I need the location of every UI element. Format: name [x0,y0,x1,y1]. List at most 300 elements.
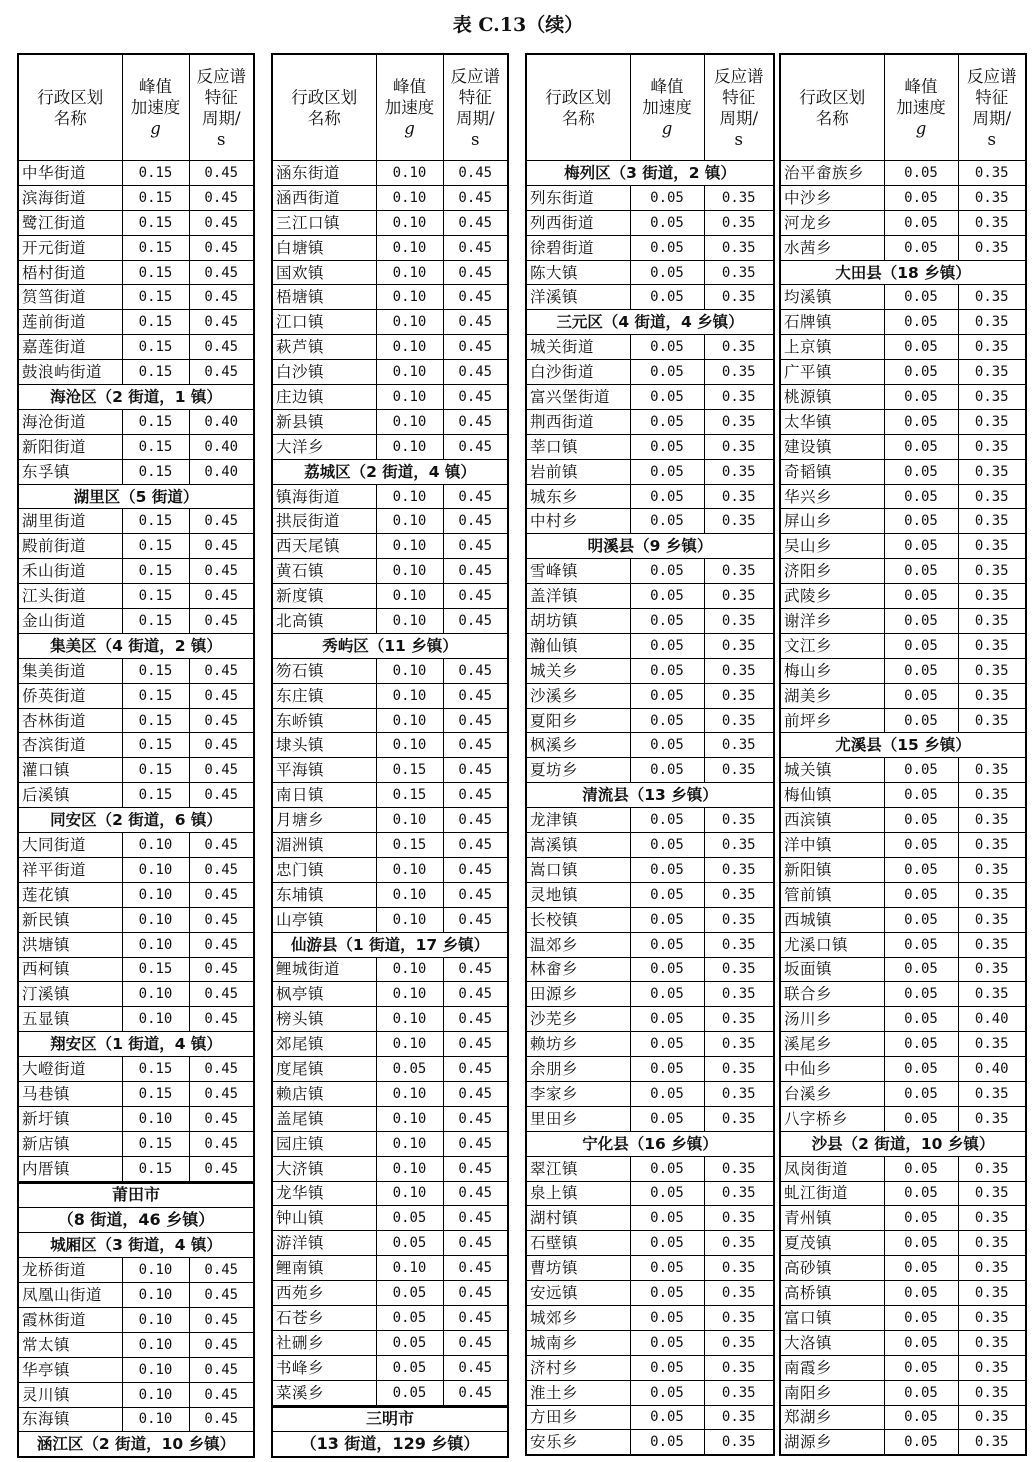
characteristic-period: 0.45 [443,907,508,932]
division-name: 屏山乡 [780,509,884,534]
division-name: 陈大镇 [526,260,630,285]
city-heading: （8 街道，46 乡镇） [18,1208,254,1233]
characteristic-period: 0.45 [189,1106,254,1131]
peak-acceleration: 0.15 [122,434,189,459]
characteristic-period: 0.35 [958,882,1026,907]
peak-acceleration: 0.05 [630,459,704,484]
characteristic-period: 0.45 [189,1382,254,1407]
table-row [526,210,774,235]
peak-acceleration: 0.10 [376,882,443,907]
table-row [526,733,774,758]
characteristic-period: 0.35 [704,409,774,434]
header-period: 反应谱 特征 周期/ s [958,54,1026,161]
peak-acceleration: 0.10 [376,1131,443,1156]
characteristic-period: 0.35 [704,1231,774,1256]
table-row [780,932,1026,957]
peak-acceleration: 0.05 [884,235,958,260]
division-name: 禾山街道 [18,559,122,584]
characteristic-period: 0.45 [189,658,254,683]
characteristic-period: 0.35 [704,210,774,235]
characteristic-period: 0.35 [958,559,1026,584]
peak-acceleration: 0.10 [376,733,443,758]
group-heading: 同安区（2 街道，6 镇） [18,808,254,833]
characteristic-period: 0.35 [958,285,1026,310]
division-name: 徐碧街道 [526,235,630,260]
division-name: 中仙乡 [780,1057,884,1082]
group-row [18,1233,254,1258]
characteristic-period: 0.35 [704,932,774,957]
division-name: 洋溪镇 [526,285,630,310]
division-name: 华亭镇 [18,1357,122,1382]
division-name: 三江口镇 [272,210,376,235]
division-name: 国欢镇 [272,260,376,285]
peak-acceleration: 0.05 [630,584,704,609]
division-name: 梅仙镇 [780,783,884,808]
division-name: 集美街道 [18,658,122,683]
table-row [272,658,508,683]
division-name: 五显镇 [18,1007,122,1032]
peak-acceleration: 0.15 [122,1131,189,1156]
group-heading: 明溪县（9 乡镇） [526,534,774,559]
division-name: 嵩口镇 [526,857,630,882]
division-name: 平海镇 [272,758,376,783]
division-name: 新民镇 [18,907,122,932]
peak-acceleration: 0.05 [630,260,704,285]
peak-acceleration: 0.05 [884,484,958,509]
characteristic-period: 0.45 [189,733,254,758]
division-name: 金山街道 [18,609,122,634]
peak-acceleration: 0.15 [376,758,443,783]
peak-acceleration: 0.15 [122,335,189,360]
division-name: 东埔镇 [272,882,376,907]
peak-acceleration: 0.05 [630,1231,704,1256]
peak-acceleration: 0.05 [630,633,704,658]
division-name: 杏滨街道 [18,733,122,758]
characteristic-period: 0.45 [189,534,254,559]
characteristic-period: 0.35 [704,509,774,534]
characteristic-period: 0.45 [189,285,254,310]
characteristic-period: 0.35 [958,360,1026,385]
peak-acceleration: 0.05 [884,633,958,658]
characteristic-period: 0.35 [704,609,774,634]
division-name: 湖村镇 [526,1206,630,1231]
division-name: 梧村街道 [18,260,122,285]
division-name: 鲤南镇 [272,1256,376,1281]
table-row [18,1057,254,1082]
characteristic-period: 0.35 [958,1405,1026,1430]
peak-acceleration: 0.05 [884,161,958,186]
group-row [272,932,508,957]
characteristic-period: 0.45 [443,360,508,385]
division-name: 济村乡 [526,1355,630,1380]
peak-acceleration: 0.10 [376,658,443,683]
peak-acceleration: 0.10 [376,235,443,260]
characteristic-period: 0.40 [189,459,254,484]
characteristic-period: 0.35 [704,808,774,833]
group-row [18,633,254,658]
table-row [18,708,254,733]
peak-acceleration: 0.15 [376,783,443,808]
peak-acceleration: 0.05 [884,1106,958,1131]
characteristic-period: 0.35 [704,1256,774,1281]
division-name: 列西街道 [526,210,630,235]
peak-acceleration: 0.05 [630,1156,704,1181]
peak-acceleration: 0.05 [630,907,704,932]
division-name: 石壁镇 [526,1231,630,1256]
characteristic-period: 0.35 [704,185,774,210]
peak-acceleration: 0.05 [630,360,704,385]
peak-acceleration: 0.05 [884,932,958,957]
characteristic-period: 0.45 [443,161,508,186]
peak-acceleration: 0.15 [122,584,189,609]
table-row [780,1057,1026,1082]
group-heading: 宁化县（16 乡镇） [526,1131,774,1156]
table-row [272,260,508,285]
peak-acceleration: 0.15 [122,1081,189,1106]
division-name: 中沙乡 [780,185,884,210]
group-heading: 荔城区（2 街道，4 镇） [272,459,508,484]
characteristic-period: 0.45 [443,1181,508,1206]
characteristic-period: 0.35 [704,633,774,658]
table-row [526,360,774,385]
peak-acceleration: 0.10 [376,310,443,335]
table-row [18,1106,254,1131]
characteristic-period: 0.45 [189,1258,254,1283]
peak-acceleration: 0.15 [122,708,189,733]
division-name: 新县镇 [272,409,376,434]
city-heading: （13 街道，129 乡镇） [272,1432,508,1457]
table-row [272,1131,508,1156]
peak-acceleration: 0.05 [630,1106,704,1131]
table-row [18,1407,254,1432]
characteristic-period: 0.35 [704,235,774,260]
division-name: 城郊乡 [526,1305,630,1330]
peak-acceleration: 0.05 [630,1355,704,1380]
characteristic-period: 0.35 [704,907,774,932]
peak-acceleration: 0.15 [122,360,189,385]
division-name: 灵川镇 [18,1382,122,1407]
peak-acceleration: 0.15 [122,758,189,783]
division-name: 胡坊镇 [526,609,630,634]
table-row [18,1258,254,1283]
table-row [272,1007,508,1032]
peak-acceleration: 0.10 [376,534,443,559]
table-row [526,235,774,260]
characteristic-period: 0.45 [189,1057,254,1082]
division-name: 田源乡 [526,982,630,1007]
division-name: 尤溪口镇 [780,932,884,957]
division-name: 枫亭镇 [272,982,376,1007]
peak-acceleration: 0.10 [376,907,443,932]
table-row [18,1307,254,1332]
table-row [272,1081,508,1106]
peak-acceleration: 0.10 [376,185,443,210]
division-name: 嘉莲街道 [18,335,122,360]
table-row [18,260,254,285]
peak-acceleration: 0.05 [884,1032,958,1057]
table-row [780,1380,1026,1405]
group-heading: 尤溪县（15 乡镇） [780,733,1026,758]
characteristic-period: 0.35 [704,1206,774,1231]
table-row [526,1231,774,1256]
peak-acceleration: 0.05 [884,658,958,683]
table-row [526,633,774,658]
characteristic-period: 0.45 [189,235,254,260]
table-row [18,360,254,385]
division-name: 虬江街道 [780,1181,884,1206]
characteristic-period: 0.35 [704,385,774,410]
characteristic-period: 0.45 [443,683,508,708]
peak-acceleration: 0.10 [376,957,443,982]
city-heading: 三明市 [272,1406,508,1432]
table-row [18,932,254,957]
table-row [18,235,254,260]
peak-acceleration: 0.05 [630,683,704,708]
characteristic-period: 0.45 [443,1256,508,1281]
peak-acceleration: 0.10 [376,335,443,360]
characteristic-period: 0.45 [443,534,508,559]
division-name: 郑湖乡 [780,1405,884,1430]
characteristic-period: 0.45 [443,1032,508,1057]
table-row [272,783,508,808]
peak-acceleration: 0.05 [884,1231,958,1256]
division-name: 南阳乡 [780,1380,884,1405]
peak-acceleration: 0.05 [630,185,704,210]
header-name: 行政区划 名称 [780,54,884,161]
table-row [526,584,774,609]
division-name: 滨海街道 [18,185,122,210]
peak-acceleration: 0.10 [122,882,189,907]
table-row [526,758,774,783]
peak-acceleration: 0.05 [630,1281,704,1306]
peak-acceleration: 0.05 [884,534,958,559]
characteristic-period: 0.35 [704,285,774,310]
table-row [272,1032,508,1057]
characteristic-period: 0.45 [443,584,508,609]
group-row [780,1131,1026,1156]
table-row [780,1256,1026,1281]
peak-acceleration: 0.10 [122,1407,189,1432]
table-row [272,1106,508,1131]
peak-acceleration: 0.10 [122,833,189,858]
peak-acceleration: 0.05 [630,808,704,833]
characteristic-period: 0.35 [704,1405,774,1430]
characteristic-period: 0.45 [443,260,508,285]
table-row [272,683,508,708]
table-row [780,1305,1026,1330]
characteristic-period: 0.35 [704,1281,774,1306]
characteristic-period: 0.45 [443,833,508,858]
group-row [780,733,1026,758]
division-name: 游洋镇 [272,1231,376,1256]
peak-acceleration: 0.05 [884,1007,958,1032]
characteristic-period: 0.45 [443,484,508,509]
peak-acceleration: 0.10 [376,1181,443,1206]
characteristic-period: 0.45 [189,1407,254,1432]
table-row [18,434,254,459]
peak-acceleration: 0.05 [630,1181,704,1206]
peak-acceleration: 0.05 [630,708,704,733]
peak-acceleration: 0.05 [884,1330,958,1355]
peak-acceleration: 0.05 [884,1430,958,1455]
table-row [780,161,1026,186]
characteristic-period: 0.35 [958,1181,1026,1206]
table-row [272,335,508,360]
division-name: 汤川乡 [780,1007,884,1032]
characteristic-period: 0.35 [958,235,1026,260]
division-name: 莲前街道 [18,310,122,335]
table-row [272,957,508,982]
group-heading: 涵江区（2 街道，10 乡镇） [18,1432,254,1457]
table-row [272,285,508,310]
group-row [272,459,508,484]
peak-acceleration: 0.10 [376,708,443,733]
characteristic-period: 0.45 [189,708,254,733]
peak-acceleration: 0.15 [122,783,189,808]
table-row [780,1330,1026,1355]
peak-acceleration: 0.15 [122,409,189,434]
division-name: 汀溪镇 [18,982,122,1007]
peak-acceleration: 0.10 [376,260,443,285]
characteristic-period: 0.45 [189,260,254,285]
characteristic-period: 0.40 [958,1057,1026,1082]
peak-acceleration: 0.05 [884,310,958,335]
peak-acceleration: 0.05 [884,1405,958,1430]
division-name: 枫溪乡 [526,733,630,758]
division-name: 涵东街道 [272,161,376,186]
characteristic-period: 0.45 [189,932,254,957]
division-name: 盖洋镇 [526,584,630,609]
group-row [18,385,254,410]
division-name: 大洛镇 [780,1330,884,1355]
peak-acceleration: 0.05 [884,1380,958,1405]
peak-acceleration: 0.05 [884,957,958,982]
division-name: 龙华镇 [272,1181,376,1206]
header-row [272,54,508,161]
table-row [526,857,774,882]
header-name: 行政区划 名称 [526,54,630,161]
characteristic-period: 0.35 [704,1156,774,1181]
table-panel-2 [271,53,509,1458]
table-row [780,907,1026,932]
division-name: 城南乡 [526,1330,630,1355]
division-name: 东庄镇 [272,683,376,708]
characteristic-period: 0.45 [443,1231,508,1256]
table-row [526,957,774,982]
characteristic-period: 0.45 [443,335,508,360]
division-name: 水茜乡 [780,235,884,260]
characteristic-period: 0.35 [958,683,1026,708]
table-row [526,1181,774,1206]
characteristic-period: 0.35 [704,260,774,285]
division-name: 翠江镇 [526,1156,630,1181]
group-heading: 沙县（2 街道，10 乡镇） [780,1131,1026,1156]
characteristic-period: 0.35 [958,459,1026,484]
peak-acceleration: 0.05 [630,1380,704,1405]
characteristic-period: 0.35 [958,633,1026,658]
characteristic-period: 0.45 [443,434,508,459]
characteristic-period: 0.35 [958,609,1026,634]
peak-acceleration: 0.05 [630,1081,704,1106]
table-row [18,683,254,708]
table-row [526,1206,774,1231]
characteristic-period: 0.35 [704,683,774,708]
characteristic-period: 0.35 [958,584,1026,609]
table-row [526,1330,774,1355]
peak-acceleration: 0.05 [630,509,704,534]
characteristic-period: 0.35 [704,1430,774,1455]
table-row [526,260,774,285]
peak-acceleration: 0.10 [376,1156,443,1181]
characteristic-period: 0.35 [704,1330,774,1355]
peak-acceleration: 0.05 [630,982,704,1007]
peak-acceleration: 0.10 [376,1106,443,1131]
table-row [18,1156,254,1182]
table-row [18,1007,254,1032]
division-name: 龙津镇 [526,808,630,833]
table-row [780,1231,1026,1256]
characteristic-period: 0.45 [443,758,508,783]
group-row [18,484,254,509]
table-row [272,1281,508,1306]
table-row [780,882,1026,907]
peak-acceleration: 0.05 [884,1256,958,1281]
peak-acceleration: 0.15 [122,683,189,708]
table-row [272,1156,508,1181]
table-row [526,1256,774,1281]
table-row [526,932,774,957]
peak-acceleration: 0.10 [376,1007,443,1032]
characteristic-period: 0.35 [704,1032,774,1057]
table-row [272,509,508,534]
characteristic-period: 0.35 [704,1380,774,1405]
table-row [272,484,508,509]
peak-acceleration: 0.05 [884,360,958,385]
table-row [526,185,774,210]
division-name: 曹坊镇 [526,1256,630,1281]
peak-acceleration: 0.15 [122,235,189,260]
peak-acceleration: 0.15 [122,260,189,285]
peak-acceleration: 0.05 [630,658,704,683]
characteristic-period: 0.45 [443,1007,508,1032]
peak-acceleration: 0.15 [376,833,443,858]
characteristic-period: 0.40 [189,409,254,434]
characteristic-period: 0.45 [189,210,254,235]
division-name: 筼筜街道 [18,285,122,310]
characteristic-period: 0.45 [189,335,254,360]
table-row [526,459,774,484]
peak-acceleration: 0.05 [376,1057,443,1082]
header-pga: 峰值 加速度 g [630,54,704,161]
table-row [526,1106,774,1131]
table-row [780,210,1026,235]
division-name: 高桥镇 [780,1281,884,1306]
peak-acceleration: 0.10 [376,484,443,509]
peak-acceleration: 0.05 [884,758,958,783]
table-row [780,1206,1026,1231]
peak-acceleration: 0.05 [376,1206,443,1231]
table-row [780,857,1026,882]
table-row [780,285,1026,310]
division-name: 新度镇 [272,584,376,609]
characteristic-period: 0.35 [958,1380,1026,1405]
table-row [780,683,1026,708]
group-heading: 城厢区（3 街道，4 镇） [18,1233,254,1258]
division-name: 夏阳乡 [526,708,630,733]
table-row [780,385,1026,410]
characteristic-period: 0.35 [704,758,774,783]
table-row [18,534,254,559]
